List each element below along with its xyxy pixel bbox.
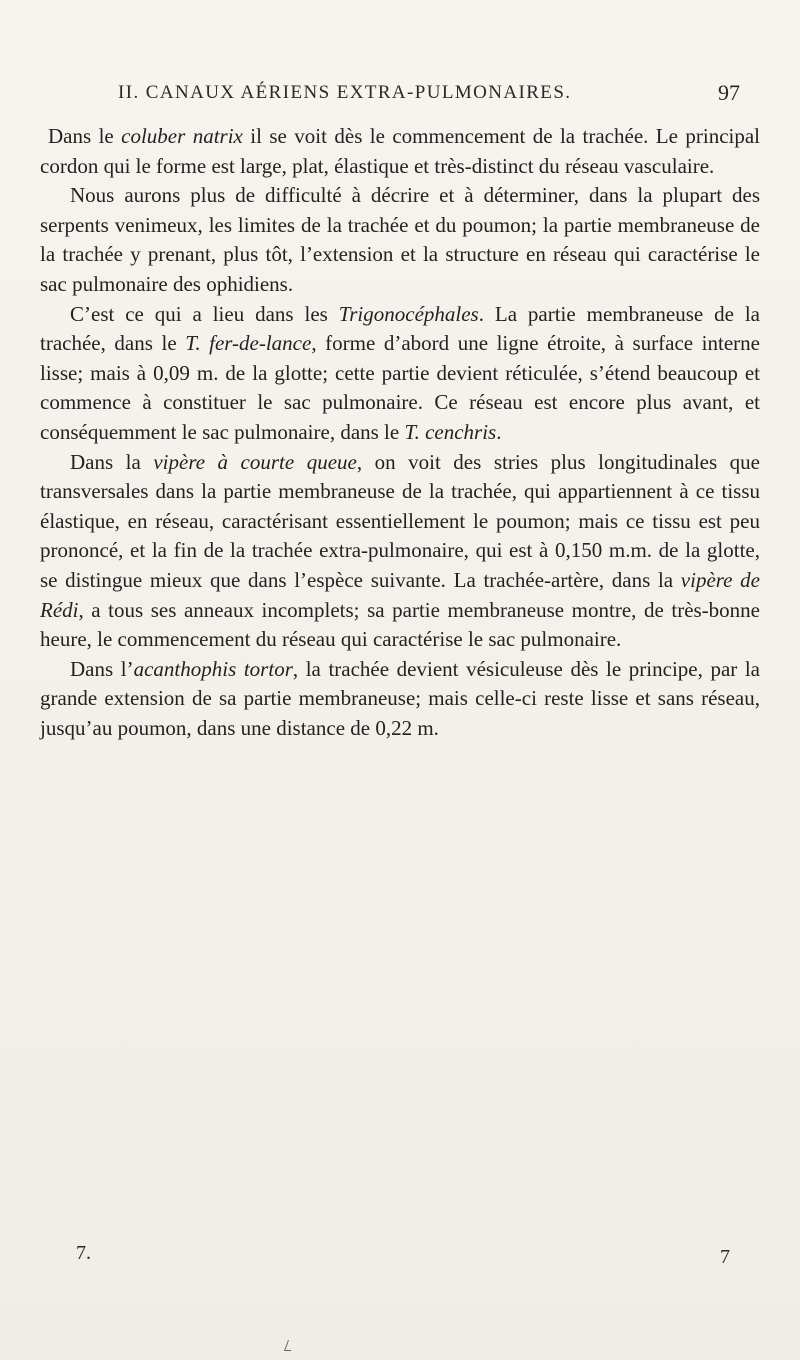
text-segment: Dans l’ xyxy=(70,656,134,681)
text-segment: , forme d’abord une ligne étroite, à surface interne lisse; mais à 0,09 m. de la glotte; cette partie devient réticulée, s’étend beaucoup et commence à constituer le sac pulmonaire. Ce réseau est encore plus avant, et conséquemment le sac pulmonaire, dans le xyxy=(40,331,760,444)
species-name: Trigonocéphales xyxy=(338,301,479,326)
text-segment: Dans le xyxy=(48,124,122,148)
text-segment: il se voit dès le commencement de la trachée. Le principal cordon qui le forme est large, plat, élastique et très-distinct du réseau vasculaire. xyxy=(40,124,761,178)
text-segment: , a tous ses anneaux incomplets; sa partie membraneuse montre, de très-bonne heure, le commencement du réseau qui caractérise le sac pulmonaire. xyxy=(40,597,760,652)
species-name: T. fer-de-lance xyxy=(185,331,312,356)
signature-marks xyxy=(40,1242,760,1272)
text-segment: . La partie membraneuse de la trachée, dans le xyxy=(40,301,761,356)
text-segment: C’est ce qui a lieu dans les xyxy=(70,301,339,326)
paragraph xyxy=(40,448,760,655)
running-head xyxy=(60,80,740,114)
species-name: vipère de Rédi xyxy=(40,567,760,622)
species-name: vipère à courte queue xyxy=(153,449,357,474)
body-text xyxy=(40,122,760,743)
stray-ink-mark xyxy=(284,1340,295,1351)
text-segment: , la trachée devient vésiculeuse dès le principe, par la grande extension de sa partie membraneuse; mais celle-ci reste lisse et sans réseau, jusqu’au poumon, dans une distance de 0,22 m. xyxy=(40,656,761,740)
paragraph xyxy=(40,122,760,181)
signature-mark: 7. xyxy=(76,1242,91,1264)
paragraph xyxy=(40,300,760,448)
signature-number: 7 xyxy=(720,1246,730,1268)
text-segment: Nous aurons plus de difficulté à décrire et à déterminer, dans la plupart des serpents venimeux, les limites de la trachée et du poumon; la partie membraneuse de la trachée y prenant, plus tôt, l’extension et la structure en réseau qui caractérise le sac pulmonaire des ophidiens. xyxy=(40,183,760,296)
paragraph xyxy=(40,181,760,299)
text-segment: , on voit des stries plus longitudinales que transversales dans la partie membraneuse de la trachée, qui appartiennent à ce tissu élastique, en réseau, caractérisant essentiellement le poumon; mais ce tissu est peu prononcé, et la fin de la trachée extra-pulmonaire, qui est à 0,150 m.m. de la glotte, se distingue mieux que dans l’espèce suivante. La trachée-artère, dans la xyxy=(40,449,760,592)
chapter-title: II. CANAUX AÉRIENS EXTRA-PULMONAIRES. xyxy=(118,82,572,103)
page-number: 97 xyxy=(718,80,740,105)
text-segment: Dans la xyxy=(70,449,154,474)
species-name: coluber natrix xyxy=(121,124,243,148)
text-segment: . xyxy=(496,419,502,444)
species-name: T. cenchris xyxy=(404,419,497,444)
species-name: acanthophis tortor xyxy=(133,656,293,681)
paragraph xyxy=(40,655,760,744)
